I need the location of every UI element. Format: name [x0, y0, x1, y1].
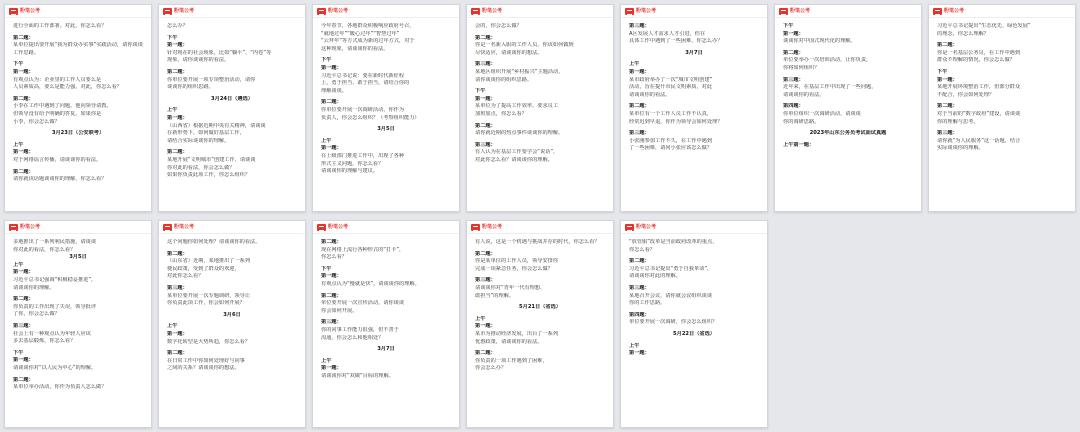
question-heading: 第二题： [13, 95, 34, 102]
body-text-line: 你负责的工作出现了失误，领导批评 [13, 303, 97, 310]
brand-logo-icon [163, 224, 172, 231]
section-date-title: 3月23日（公安联考） [51, 130, 105, 137]
brand-logo [933, 8, 964, 15]
body-text-line: 现在网络上流行各种形式的“打卡”， [321, 246, 405, 253]
document-page[interactable] [158, 220, 306, 428]
body-text-line: 之间的关系？请谈谈你的想法。 [167, 365, 240, 372]
body-text-line: “放管服”改革是当前政府改革的重点， [629, 239, 718, 245]
page-body [467, 18, 613, 165]
body-text-line: 请谈谈你对“双碳”目标的理解。 [321, 372, 394, 379]
page-body [159, 234, 305, 373]
section-date-title: 3月5日 [69, 254, 87, 261]
body-text-line: 对于当前的“数字政府”建设，请谈谈 [937, 110, 1021, 117]
body-text-line: 你的调研思路。 [783, 118, 820, 125]
brand-logo-text: 粉笔公考 [174, 224, 195, 230]
brand-logo-text: 粉笔公考 [636, 224, 657, 230]
body-text-line: 在上级部门推进工作中，出现了各种 [321, 152, 405, 159]
question-heading: 第一题： [475, 95, 496, 102]
question-heading: 第三题： [475, 141, 496, 148]
body-text-line: 你对此的看法，你会怎么做？ [167, 164, 235, 171]
page-header [467, 221, 613, 234]
body-text-line: 请谈谈你对“青年一代有理想、 [475, 284, 546, 291]
page-body [159, 18, 305, 180]
body-text-line: 请你谈谈你的组织思路。 [475, 76, 533, 83]
page-header [775, 5, 921, 18]
brand-logo-text: 粉笔公考 [482, 224, 503, 230]
body-text-line: （山东省）近期，某地推出了一系列 [167, 258, 251, 265]
document-page[interactable] [4, 220, 152, 428]
question-heading: 第一题： [321, 365, 342, 372]
body-text-line: 某地开展“文明城市”创建工作，请谈谈 [167, 156, 256, 163]
page-header [5, 221, 151, 234]
document-page[interactable] [4, 4, 152, 212]
body-text-line: 某市为推动经济发展，出台了一系列 [475, 330, 559, 337]
page-header [621, 221, 767, 234]
body-text-line: 某市政府举办了一次“城市文明创建” [629, 76, 713, 83]
question-heading: 下午 [321, 265, 332, 272]
body-text-line: 近年来，在基层工作中出现了一些问题， [783, 84, 877, 91]
body-text-line: 形式主义问题，你怎么看？ [321, 160, 384, 167]
body-text-line: 的理念，你怎么理解？ [937, 30, 989, 37]
question-heading: 第二题： [321, 239, 342, 245]
body-text-line: 你怎么看？ [321, 254, 347, 261]
brand-logo-text: 粉笔公考 [790, 8, 811, 14]
body-text-line: “云拜年”等方式成为新的过年方式，对于 [321, 38, 415, 45]
body-text-line: 单位要举办一次培训活动，让你负责， [783, 57, 872, 64]
body-text-line: 你对此的看法，你怎么看？ [13, 246, 76, 253]
body-text-line: 这种现象，请谈谈你的看法。 [321, 45, 389, 52]
question-heading: 第三题： [321, 319, 342, 326]
document-page[interactable] [158, 4, 306, 212]
section-date-title: 3月7日 [685, 49, 703, 56]
question-heading: 第三题： [629, 284, 650, 291]
brand-logo-icon [9, 8, 18, 15]
body-text-line: 便民政策，受到了群众的欢迎， [167, 265, 240, 272]
body-text-line: 你会如何开展。 [321, 307, 358, 314]
question-heading: 上午第一题： [783, 141, 815, 148]
brand-logo-icon [933, 8, 942, 15]
brand-logo-icon [471, 224, 480, 231]
question-heading: 上午 [475, 315, 486, 322]
page-body [313, 234, 459, 381]
question-heading: 第一题： [321, 64, 342, 71]
question-heading: 下午 [13, 349, 24, 356]
body-text-line: 这个问题你如何处理？请谈谈你的看法。 [167, 239, 261, 245]
body-text-line: 小李，你会怎么做？ [13, 118, 60, 125]
question-heading: 第二题： [167, 149, 188, 156]
question-heading: 第一题： [13, 68, 34, 75]
question-heading: 下午 [783, 23, 794, 29]
document-page[interactable] [774, 4, 922, 212]
body-text-line: 有人说，这是一个机遇与挑战并存的时代，你怎么看？ [475, 239, 600, 245]
page-body [621, 18, 767, 153]
body-text-line: 具体工作中遇到了一些困难，你怎么办？ [629, 38, 723, 45]
body-text-line: 你的理解与思考。 [937, 118, 979, 125]
body-text-line: 你负责的一项工作遇到了困难， [475, 357, 548, 364]
question-heading: 第一题： [321, 273, 342, 280]
body-text-line: 习近平总书记说：要在新时代新征程 [321, 72, 405, 79]
question-heading: 上午 [629, 342, 640, 349]
question-heading: 第一题： [629, 68, 650, 75]
page-header [929, 5, 1075, 18]
body-text-line: 请谈谈你对此的理解。 [629, 273, 681, 280]
body-text-line: 人员素质高，要么是能力强。对此，你怎么看？ [13, 84, 122, 91]
question-heading: 第二题： [167, 68, 188, 75]
body-text-line: 经常迟到早退，你作为领导会如何处理？ [629, 118, 723, 125]
question-heading: 第二题： [475, 250, 496, 257]
brand-logo [317, 8, 348, 15]
question-heading: 第三题： [629, 23, 650, 29]
brand-logo-icon [317, 8, 326, 15]
brand-logo-icon [471, 8, 480, 15]
question-heading: 第一题： [13, 269, 34, 276]
question-heading: 下午 [13, 61, 24, 68]
question-heading: 第一题： [321, 145, 342, 152]
body-text-line: 你怎么看？ [629, 246, 655, 253]
body-text-line: 今年春节，各地群众积极响应政府号召， [321, 23, 415, 29]
body-text-line: 对于网络谣言传播，请谈谈你的看法。 [13, 156, 102, 163]
page-body [467, 234, 613, 373]
question-heading: 第三题： [783, 76, 804, 83]
question-heading: 下午 [167, 34, 178, 41]
body-text-line: 如果你负责此项工作，你怎么组织？ [167, 172, 251, 179]
question-heading: 第二题： [167, 350, 188, 357]
page-body [621, 234, 767, 358]
body-text-line: 上，勇于担当、敢于担当，请结合你的 [321, 80, 410, 87]
question-heading: 第一题： [937, 76, 958, 83]
brand-logo-text: 粉笔公考 [944, 8, 965, 14]
question-heading: 第一题： [475, 323, 496, 330]
question-heading: 第二题： [475, 34, 496, 41]
brand-logo-icon [317, 224, 326, 231]
body-text-line: 某单位有一个工作人员工作不认真， [629, 110, 713, 117]
question-heading: 下午 [321, 57, 332, 64]
body-text-line: 进行全面的工作部署。对此，你怎么看？ [13, 23, 107, 29]
body-text-line: 在日常工作中你如何处理好与同事 [167, 357, 245, 364]
brand-logo [625, 8, 656, 15]
body-text-line: 尽快适应，请谈谈你的想法。 [475, 49, 543, 56]
body-text-line: “就地过年”“暖心过年”“智慧过年” [321, 30, 400, 37]
brand-logo-icon [163, 8, 172, 15]
brand-logo-icon [625, 224, 634, 231]
body-text-line: 你的同事工作能力很强，但不善于 [321, 326, 399, 333]
body-text-line: 请谈谈你的理解。 [13, 284, 55, 291]
body-text-line: 你单位组织一次调研活动，请谈谈 [783, 110, 861, 117]
question-heading: 第二题： [937, 42, 958, 49]
question-heading: 第三题： [475, 61, 496, 68]
document-page[interactable] [466, 220, 614, 428]
body-text-line: 单位要开展一次调研，你会怎么组织？ [629, 319, 718, 326]
question-heading: 下午 [937, 68, 948, 75]
document-page[interactable] [928, 4, 1076, 212]
body-text-line: 对此你怎么看？ [167, 273, 204, 280]
section-date-title: 5月22日（省选） [673, 330, 715, 337]
document-page[interactable] [620, 4, 768, 212]
body-text-line: 请你就近期的热点事件谈谈你的理解。 [475, 130, 564, 137]
body-text-line: 小张刚参加工作不久，在工作中遇到 [629, 137, 713, 144]
body-text-line: 你单位要开展一项专项整治活动，请你 [167, 76, 256, 83]
question-heading: 第二题： [629, 258, 650, 265]
page-body [5, 234, 151, 392]
question-heading: 第二题： [629, 103, 650, 110]
body-text-line: 习近平总书记提出“生态优先、绿色发展” [937, 23, 1031, 29]
body-text-line: 负责人，你会怎么组织？（考察组织能力） [321, 114, 420, 121]
body-text-line: 某单位提出要开展“我为群众办实事”实践活动，请你谈谈 [13, 42, 143, 49]
document-page[interactable] [620, 220, 768, 428]
body-text-line: 你负责此项工作，你会如何开展？ [167, 300, 245, 307]
section-date-title: 3月7日 [377, 346, 395, 353]
question-heading: 第二题： [321, 292, 342, 299]
question-heading: 第二题： [167, 250, 188, 257]
body-text-line: 沟通，你会怎么和他相处？ [321, 334, 384, 341]
brand-logo [779, 8, 810, 15]
body-text-line: 群众不理解的情况，你会怎么做？ [937, 57, 1015, 64]
body-text-line: 加班加点，你怎么看？ [475, 110, 527, 117]
brand-logo-text: 粉笔公考 [328, 224, 349, 230]
brand-logo-text: 粉笔公考 [174, 8, 195, 14]
brand-logo [471, 224, 502, 231]
question-heading: 上午 [167, 323, 178, 330]
body-text-line: 有观点认为：企业里的工作人员要么是 [13, 76, 102, 83]
body-text-line: 请谈谈你对“以人民为中心”的理解。 [13, 364, 97, 371]
body-text-line: 谈谈你对中国式现代化的理解。 [783, 38, 856, 45]
body-text-line: 某单位举办活动，你作为负责人怎么做？ [13, 384, 107, 391]
question-heading: 下午 [475, 88, 486, 95]
body-text-line: 怎么办？ [167, 23, 188, 29]
body-text-line: 了一些困难，请问小张应该怎么做？ [629, 145, 713, 152]
brand-logo [9, 224, 40, 231]
body-text-line: 活动，旨在提升市民文明素质，对此 [629, 84, 713, 91]
question-heading: 第二题： [13, 296, 34, 303]
body-text-line: 现象，请你谈谈你的看法。 [167, 57, 230, 64]
page-header [621, 5, 767, 18]
question-heading: 第四题： [629, 311, 650, 318]
body-text-line: 实际谈谈你的理解。 [937, 145, 984, 152]
body-text-line: 某单位为了提高工作效率，要求员工 [475, 103, 559, 110]
document-page[interactable] [312, 4, 460, 212]
page-body [929, 18, 1075, 153]
question-heading: 上午 [13, 141, 24, 148]
section-date-title: 3月5日 [377, 126, 395, 133]
brand-logo [317, 224, 348, 231]
body-text-line: 优惠政策，请谈谈你的看法。 [475, 338, 543, 345]
body-text-line: 某地召开会议，请你就会议组织谈谈 [629, 292, 713, 299]
body-text-line: 某地开展环境整治工作，但部分群众 [937, 84, 1021, 91]
body-text-line: 习近平总书记提出“勇于自我革命”， [629, 265, 713, 272]
question-heading: 第三题： [475, 277, 496, 284]
section-date-title: 3月24日（遴选） [211, 95, 253, 102]
body-text-line: 你是一名新入职的工作人员，你该如何做到 [475, 42, 574, 49]
body-text-line: 但领导没有给予明确的答复。如果你是 [13, 110, 102, 117]
brand-logo [9, 8, 40, 15]
brand-logo-text: 粉笔公考 [20, 8, 41, 14]
body-text-line: 了你，你会怎么做？ [13, 311, 60, 318]
body-text-line: 请谈谈你的看法。 [629, 91, 671, 98]
body-text-line: 不配合，你会如何处理？ [937, 91, 995, 98]
section-date-title: 3月6日 [223, 311, 241, 318]
question-heading: 上午 [321, 137, 332, 144]
brand-logo-icon [779, 8, 788, 15]
body-text-line: 有观点认为“慢就是快”，请谈谈你的理解。 [321, 280, 420, 287]
body-text-line: 针对现在的社会现象，比如“躺平”、“内卷”等 [167, 49, 272, 56]
document-page[interactable] [312, 220, 460, 428]
brand-logo-text: 粉笔公考 [328, 8, 349, 14]
question-heading: 第一题： [783, 30, 804, 37]
body-text-line: 请你就该话题谈谈你的理解，你怎么看？ [13, 176, 107, 183]
brand-logo [163, 224, 194, 231]
body-text-line: 有人认为在基层工作要学会“说话”， [475, 149, 559, 156]
brand-logo-icon [625, 8, 634, 15]
page-header [313, 221, 459, 234]
document-page[interactable] [466, 4, 614, 212]
page-header [313, 5, 459, 18]
question-heading: 第一题： [13, 149, 34, 156]
body-text-line: 完成一项紧急任务，你会怎么做？ [475, 265, 553, 272]
page-header [5, 5, 151, 18]
body-text-line: 社会上有一种观点认为年轻人应该 [13, 330, 91, 337]
question-heading: 第三题： [167, 284, 188, 291]
body-text-line: 请谈谈你的理解与建议。 [321, 168, 379, 175]
body-text-line: 敢担当”的理解。 [475, 292, 515, 299]
body-text-line: 小李在工作中遇到了问题，他向领导请教， [13, 103, 112, 110]
body-text-line: 请你就“为人民服务”这一话题，结合 [937, 137, 1021, 144]
section-date-title: 2023年山东公务员考试面试真题 [809, 130, 887, 137]
page-header [159, 5, 305, 18]
page-header [159, 221, 305, 234]
brand-logo-text: 粉笔公考 [636, 8, 657, 14]
question-heading: 第三题： [937, 130, 958, 137]
question-heading: 第一题： [167, 114, 188, 121]
body-text-line: 数字化转型是大势所趋，你怎么看？ [167, 338, 251, 345]
body-text-line: （山西省）根据近期中央有关精神，请谈谈 [167, 122, 266, 129]
question-heading: 第二题： [783, 49, 804, 56]
question-heading: 第二题： [13, 34, 34, 41]
question-heading: 第一题： [167, 330, 188, 337]
question-heading: 第二题： [475, 122, 496, 129]
body-text-line: 某单位要开展一次专题调研，领导让 [167, 292, 251, 299]
body-text-line: 在新形势下，如何做好基层工作， [167, 130, 245, 137]
brand-logo-text: 粉笔公考 [20, 224, 41, 230]
body-text-line: 你单位要开展一次调研活动，你作为 [321, 106, 405, 113]
question-heading: 上午 [13, 261, 24, 268]
body-text-line: 习近平总书记强调“积极稳妥推进”， [13, 276, 97, 283]
page-body [313, 18, 459, 176]
brand-logo-text: 粉笔公考 [482, 8, 503, 14]
body-text-line: 谈谈你的组织思路。 [167, 84, 214, 91]
body-text-line: 理解谈谈。 [321, 87, 347, 94]
body-text-line: 你是一名基层公务员，在工作中遇到 [937, 49, 1021, 56]
question-heading: 上午 [321, 357, 332, 364]
brand-logo [625, 224, 656, 231]
body-text-line: 你是某单位的工作人员，领导安排你 [475, 258, 559, 265]
question-heading: 第一题： [629, 350, 650, 357]
question-heading: 第二题： [475, 350, 496, 357]
question-heading: 第三题： [629, 130, 650, 137]
brand-logo [163, 8, 194, 15]
question-heading: 第二题： [937, 103, 958, 110]
question-heading: 第二题： [13, 168, 34, 175]
body-text-line: 某地区组织开展“乡村振兴”主题活动， [475, 68, 564, 75]
brand-logo-icon [9, 224, 18, 231]
body-text-line: 多去基层锻炼，你怎么看？ [13, 338, 76, 345]
body-text-line: 工作思路。 [13, 49, 39, 56]
body-text-line: 单位要开展一次宣传活动，请你谈谈 [321, 300, 405, 307]
brand-logo [471, 8, 502, 15]
body-text-line: A区发展人才需求人才引进，但在 [629, 30, 706, 37]
body-text-line: 请结合实际谈谈你的理解。 [167, 137, 230, 144]
page-header [467, 5, 613, 18]
question-heading: 第四题： [783, 103, 804, 110]
body-text-line: 会的，你会怎么做？ [475, 23, 522, 29]
question-heading: 第二题： [13, 376, 34, 383]
question-heading: 第一题： [13, 357, 34, 364]
question-heading: 上午 [629, 61, 640, 68]
section-date-title: 5月21日（省选） [519, 304, 561, 311]
page-body [775, 18, 921, 149]
page-body [5, 18, 151, 184]
body-text-line: 你会怎么办？ [475, 365, 507, 372]
question-heading: 第三题： [13, 322, 34, 329]
question-heading: 第二题： [321, 99, 342, 106]
body-text-line: 请谈谈你的看法。 [783, 91, 825, 98]
question-heading: 第一题： [167, 42, 188, 49]
question-heading: 上午 [167, 107, 178, 114]
body-text-line: 你的工作思路。 [629, 300, 666, 307]
body-text-line: 你将如何组织？ [783, 64, 820, 71]
body-text-line: 对此你怎么看？请谈谈你的理解。 [475, 156, 553, 163]
body-text-line: 多地推出了一系列利民措施，请谈谈 [13, 239, 97, 245]
